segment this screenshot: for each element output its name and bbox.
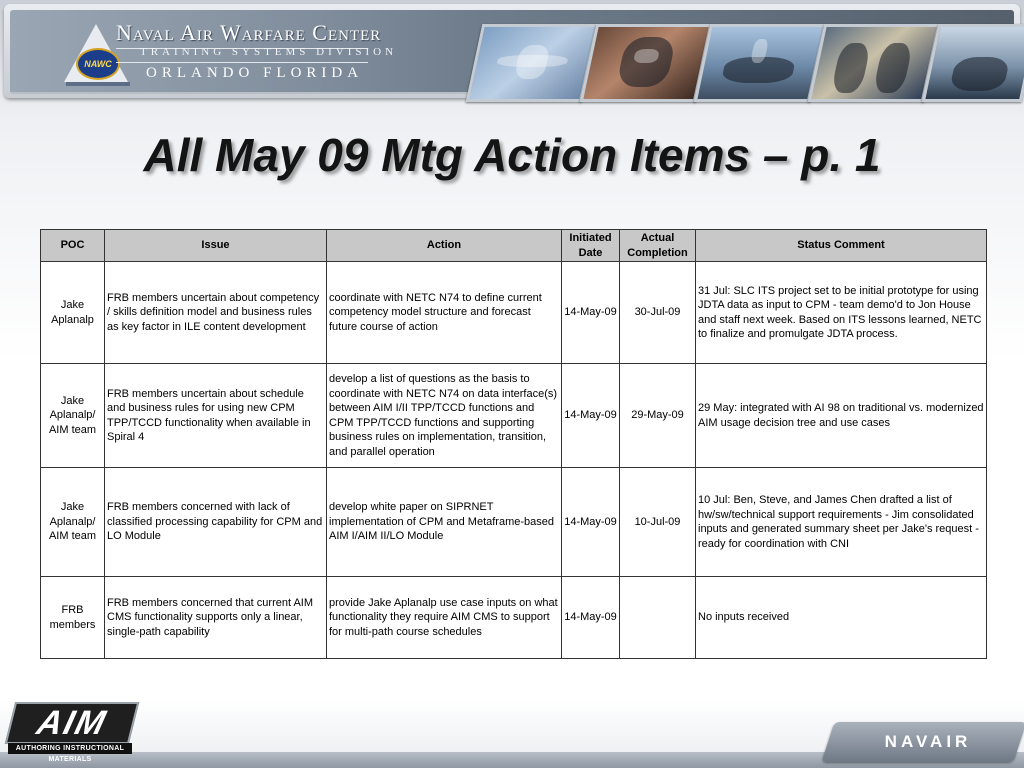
header-issue: Issue xyxy=(105,230,327,262)
completion-date-cell: 29-May-09 xyxy=(620,364,696,468)
completion-date-cell: 30-Jul-09 xyxy=(620,262,696,364)
status-comment-cell: 10 Jul: Ben, Steve, and James Chen drafted a list of hw/sw/technical support requirements - Jim consolidated inputs and generated summary sheet per Jake's request - ready for coordination with CNI xyxy=(696,468,987,577)
table-header-row xyxy=(41,230,987,262)
navair-logo: NAVAIR xyxy=(884,732,972,751)
slide-title: All May 09 Mtg Action Items – p. 1 xyxy=(143,129,881,181)
org-division: TRAINING SYSTEMS DIVISION xyxy=(140,46,398,58)
status-comment-cell: 29 May: integrated with AI 98 on traditional vs. modernized AIM usage decision tree and use cases xyxy=(696,364,987,468)
poc-cell: Jake Aplanalp/ AIM team xyxy=(41,468,105,577)
initiated-date-cell: 14-May-09 xyxy=(562,468,620,577)
action-cell: develop white paper on SIPRNET implementation of CPM and Metaframe-based AIM I/AIM II/LO Module xyxy=(327,468,562,577)
submarine-photo xyxy=(922,24,1024,102)
org-name: Naval Air Warfare Center xyxy=(116,20,382,45)
table-row xyxy=(41,262,987,364)
table-row xyxy=(41,364,987,468)
org-rule-bottom xyxy=(116,62,368,63)
poc-cell: Jake Aplanalp/ AIM team xyxy=(41,364,105,468)
org-location: ORLANDO FLORIDA xyxy=(146,65,364,81)
issue-cell: FRB members uncertain about schedule and business rules for using new CPM TPP/TCCD functionality when available in Spiral 4 xyxy=(105,364,327,468)
jet-aircraft-photo xyxy=(466,24,599,102)
issue-cell: FRB members concerned with lack of classified processing capability for CPM and LO Module xyxy=(105,468,327,577)
action-cell: provide Jake Aplanalp use case inputs on what functionality they require AIM CMS to support for multi-path course schedules xyxy=(327,577,562,659)
table-row xyxy=(41,468,987,577)
poc-cell: FRB members xyxy=(41,577,105,659)
status-comment-cell: No inputs received xyxy=(696,577,987,659)
initiated-date-cell: 14-May-09 xyxy=(562,364,620,468)
sailors-photo xyxy=(808,24,941,102)
issue-cell: FRB members uncertain about competency / skills definition model and business rules as key factor in ILE content development xyxy=(105,262,327,364)
header-poc: POC xyxy=(41,230,105,262)
aim-logo-tagline: AUTHORING INSTRUCTIONAL MATERIALS xyxy=(8,743,132,754)
action-cell: develop a list of questions as the basis to coordinate with NETC N74 on data interface(s) between AIM I/II TPP/TCCD functions and CPM TPP/TCCD functions and supporting business rules on implementation, transition, and parallel operation xyxy=(327,364,562,468)
action-cell: coordinate with NETC N74 to define current competency model structure and forecast future course of action xyxy=(327,262,562,364)
aim-logo xyxy=(6,702,132,763)
header-status-comment: Status Comment xyxy=(696,230,987,262)
action-items-table xyxy=(40,229,987,659)
nawc-logo-caption xyxy=(66,82,130,86)
completion-date-cell: 10-Jul-09 xyxy=(620,468,696,577)
status-comment-cell: 31 Jul: SLC ITS project set to be initial prototype for using JDTA data as input to CPM - team demo'd to Jon House and staff next week. Based on ITS lessons learned, NETC to finalize and promulgate JDTA process. xyxy=(696,262,987,364)
header-action: Action xyxy=(327,230,562,262)
initiated-date-cell: 14-May-09 xyxy=(562,262,620,364)
aim-logo-text: AIM xyxy=(5,702,139,744)
completion-date-cell xyxy=(620,577,696,659)
pilot-photo xyxy=(580,24,713,102)
poc-cell: Jake Aplanalp xyxy=(41,262,105,364)
warship-photo xyxy=(694,24,827,102)
nawc-logo-badge: NAWC xyxy=(76,48,120,80)
initiated-date-cell: 14-May-09 xyxy=(562,577,620,659)
header-initiated-date: Initiated Date xyxy=(562,230,620,262)
header-banner xyxy=(4,4,1020,98)
table-row xyxy=(41,577,987,659)
issue-cell: FRB members concerned that current AIM CMS functionality supports only a linear, single-path capability xyxy=(105,577,327,659)
header-actual-completion: Actual Completion xyxy=(620,230,696,262)
